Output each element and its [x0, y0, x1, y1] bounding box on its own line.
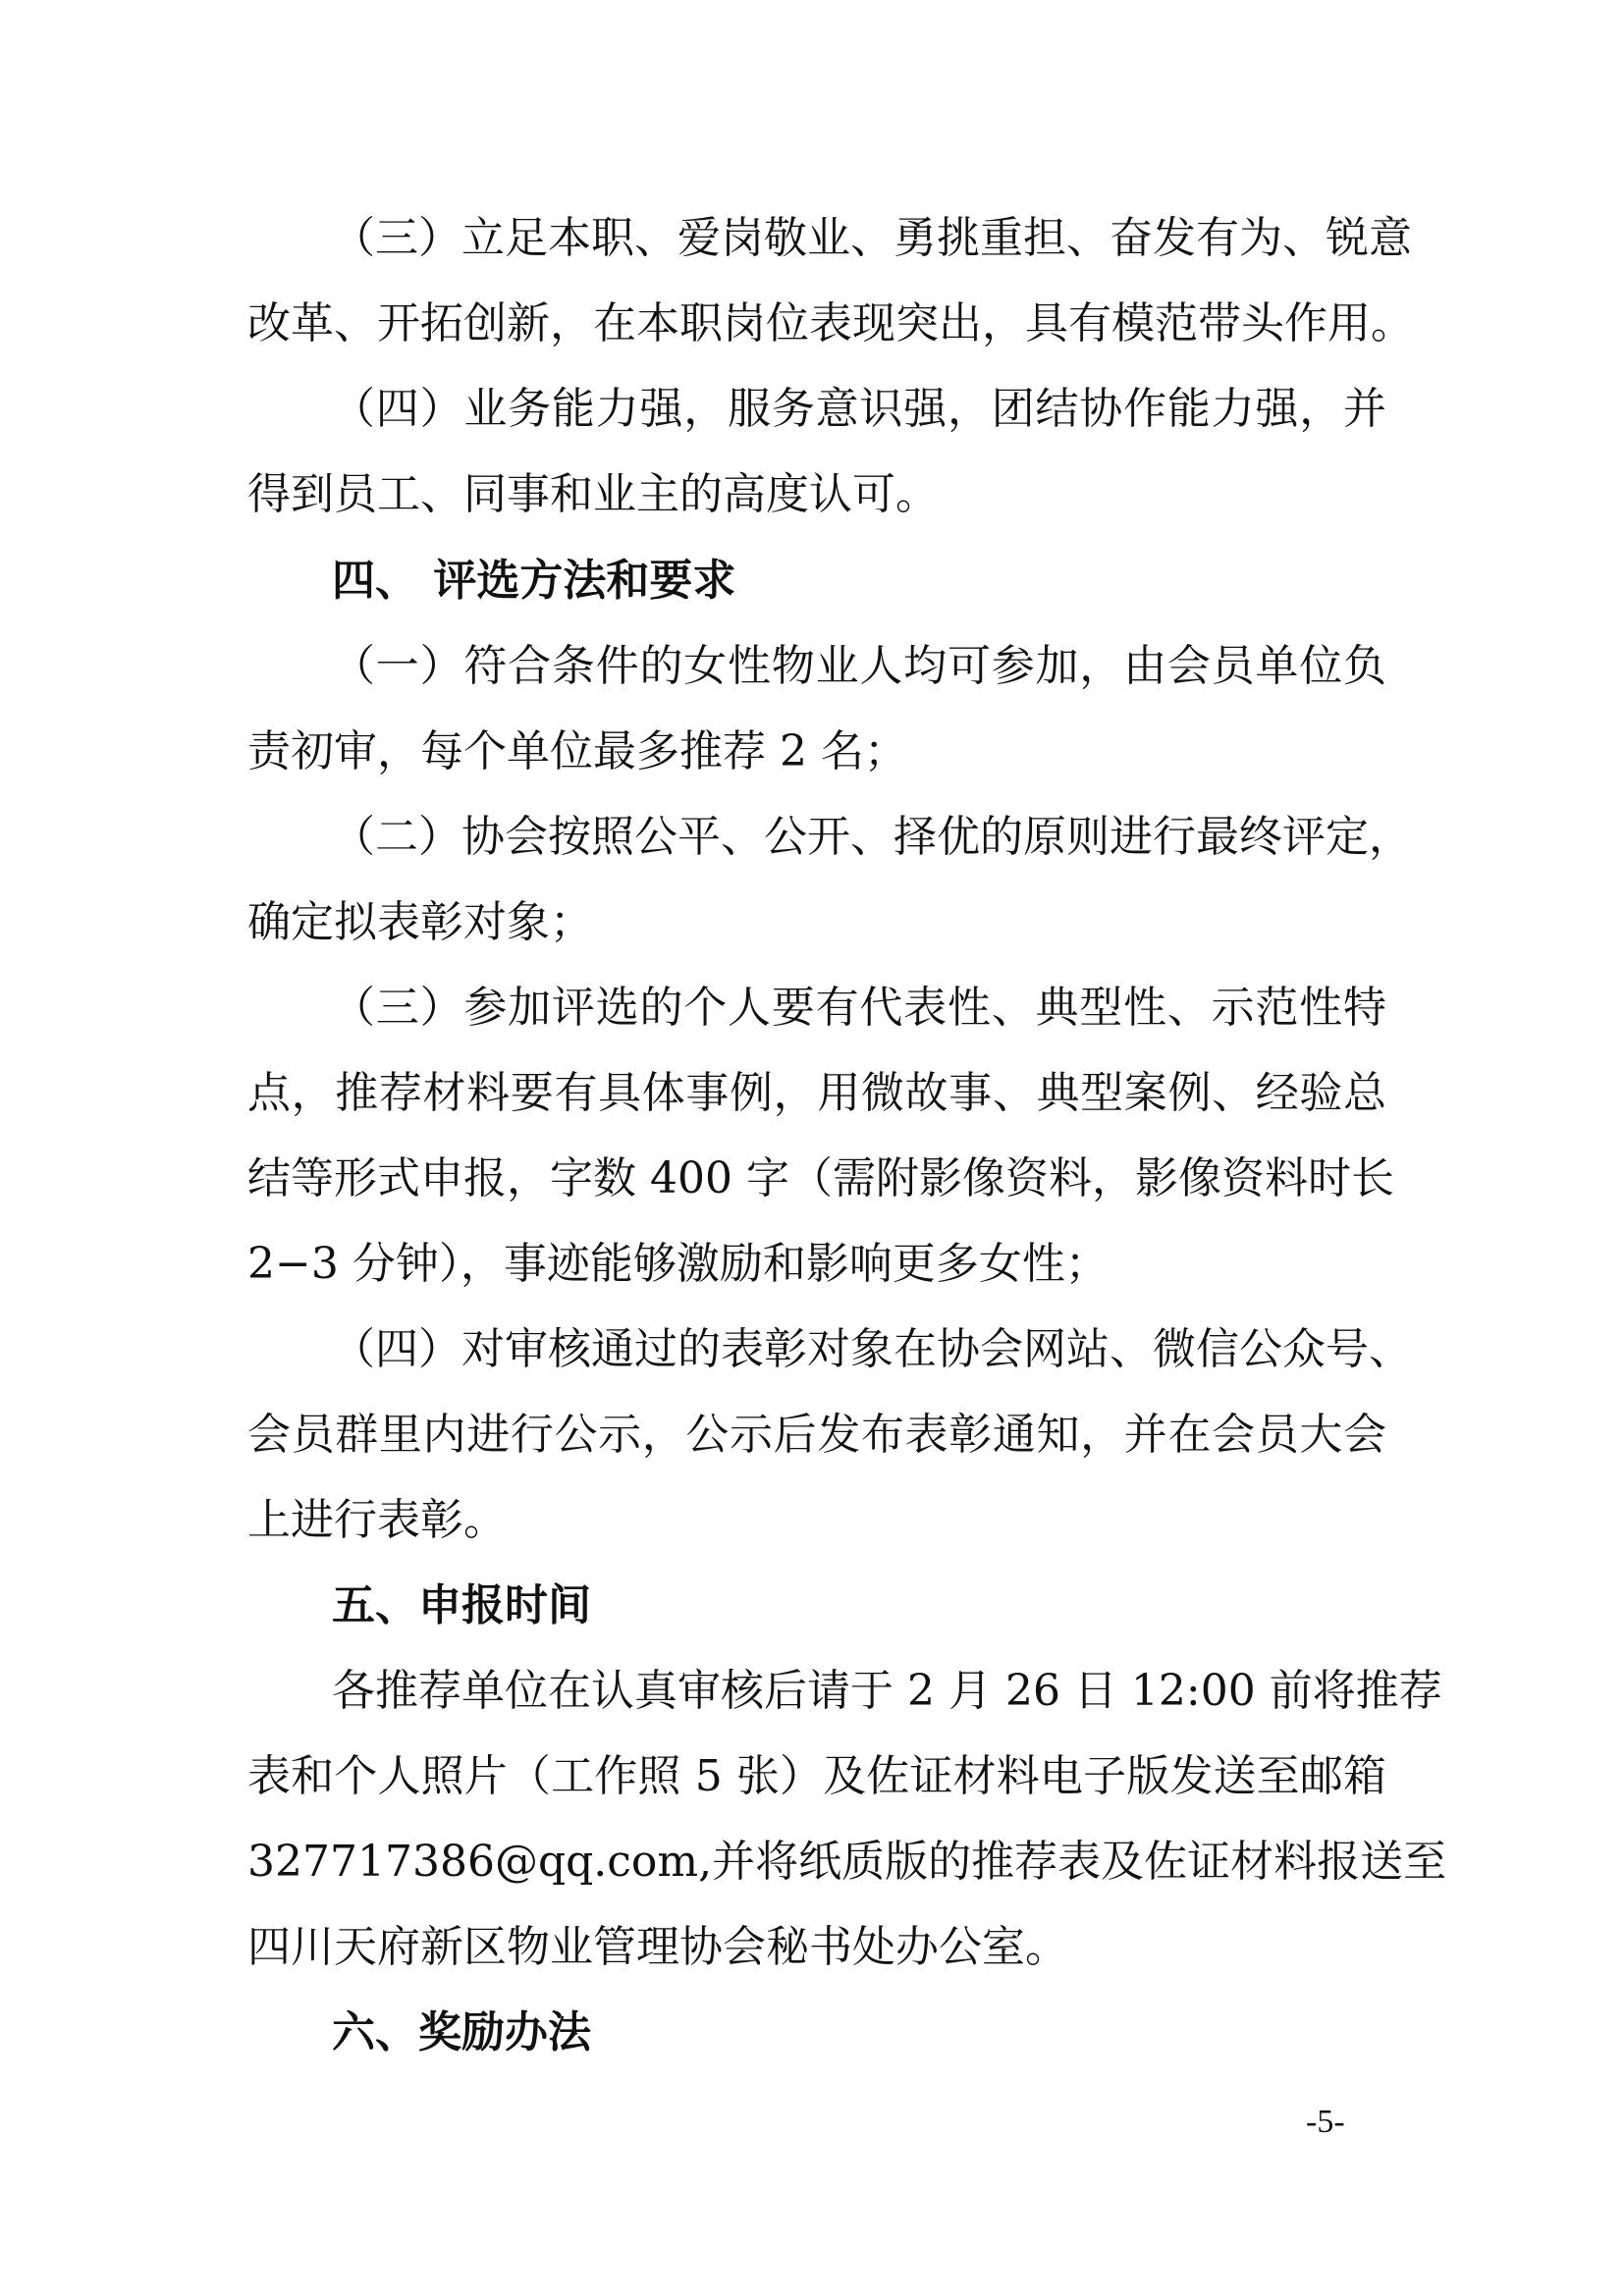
paragraph-line: 改革、开拓创新，在本职岗位表现突出，具有模范带头作用。	[247, 298, 1414, 348]
paragraph-line: 会员群里内进行公示，公示后发布表彰通知，并在会员大会	[247, 1410, 1386, 1460]
paragraph-line: 表和个人照片（工作照 5 张）及佐证材料电子版发送至邮箱	[247, 1751, 1386, 1801]
paragraph-line: 2−3 分钟），事迹能够激励和影响更多女性；	[247, 1239, 1109, 1289]
section-heading: 四、 评选方法和要求	[332, 556, 736, 606]
paragraph-line: 327717386@qq.com,并将纸质版的推荐表及佐证材料报送至	[247, 1837, 1447, 1887]
page-number: -5-	[1306, 2104, 1345, 2140]
paragraph-line: （四）业务能力强，服务意识强，团结协作能力强，并	[332, 384, 1386, 434]
section-heading: 六、奖励办法	[332, 2007, 591, 2057]
paragraph-line: 责初审，每个单位最多推荐 2 名；	[247, 726, 907, 776]
paragraph-line: 上进行表彰。	[247, 1495, 507, 1545]
paragraph-line: 四川天府新区物业管理协会秘书处办公室。	[247, 1922, 1068, 1972]
paragraph-line: （四）对审核通过的表彰对象在协会网站、微信公众号、	[332, 1324, 1412, 1374]
paragraph-line: 各推荐单位在认真审核后请于 2 月 26 日 12:00 前将推荐	[332, 1666, 1442, 1716]
paragraph-line: 点，推荐材料要有具体事例，用微故事、典型案例、经验总	[247, 1068, 1386, 1118]
paragraph-line: （二）协会按照公平、公开、择优的原则进行最终评定，	[332, 812, 1412, 862]
paragraph-line: （三）立足本职、爱岗敬业、勇挑重担、奋发有为、锐意	[332, 213, 1412, 263]
paragraph-line: 结等形式申报，字数 400 字（需附影像资料，影像资料时长	[247, 1153, 1394, 1203]
paragraph-line: 确定拟表彰对象；	[247, 897, 593, 947]
paragraph-line: （一）符合条件的女性物业人均可参加，由会员单位负	[332, 641, 1386, 691]
paragraph-line: 得到员工、同事和业主的高度认可。	[247, 469, 939, 519]
section-heading: 五、申报时间	[332, 1580, 591, 1630]
paragraph-line: （三）参加评选的个人要有代表性、典型性、示范性特	[332, 983, 1386, 1033]
